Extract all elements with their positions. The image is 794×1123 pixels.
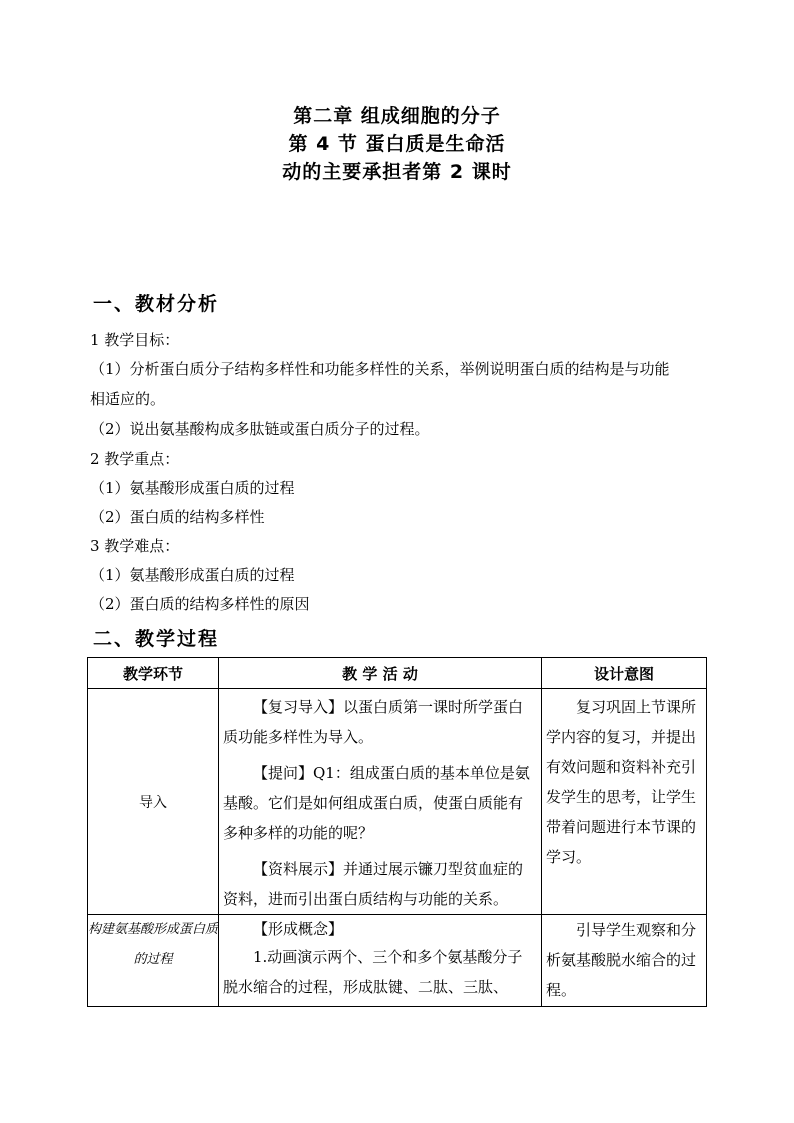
activity-paragraph: 【复习导入】以蛋白质第一课时所学蛋白质功能多样性为导入。 <box>223 698 524 746</box>
goal-2: （2）说出氨基酸构成多肽链或蛋白质分子的过程。 <box>90 420 430 438</box>
difficulty-2: （2）蛋白质的结构多样性的原因 <box>90 595 310 613</box>
difficulty-1: （1）氨基酸形成蛋白质的过程 <box>90 566 295 584</box>
difficulties-label: 3 教学难点： <box>90 537 180 555</box>
goals-label: 1 教学目标： <box>90 331 180 349</box>
activity-paragraph: 【提问】Q1：组成蛋白质的基本单位是氨基酸。它们是如何组成蛋白质，使蛋白质能有多种多样的功能的呢？ <box>223 764 530 842</box>
heading-material-analysis: 一、教材分析 <box>93 293 220 315</box>
chapter-title: 第二章 组成细胞的分子 <box>293 105 501 127</box>
col-header-activity: 教 学 活 动 <box>219 658 542 689</box>
col-header-stage: 教学环节 <box>88 658 219 689</box>
stage-cell: 导入 <box>88 689 219 915</box>
keypoint-1: （1）氨基酸形成蛋白质的过程 <box>90 479 295 497</box>
keypoint-2: （2）蛋白质的结构多样性 <box>90 508 265 526</box>
heading-teaching-process: 二、教学过程 <box>93 628 220 650</box>
section-title-cont: 动的主要承担者第 2 课时 <box>282 161 512 183</box>
intent-paragraph: 引导学生观察和分析氨基酸脱水缩合的过程。 <box>546 921 697 999</box>
goal-1-cont: 相适应的。 <box>90 390 166 408</box>
table-header-row <box>88 658 707 689</box>
activity-paragraph: 【资料展示】并通过展示镰刀型贫血症的资料，进而引出蛋白质结构与功能的关系。 <box>223 860 524 908</box>
activity-cell <box>219 689 542 915</box>
section-title: 第 4 节 蛋白质是生命活 <box>288 133 506 155</box>
intent-paragraph: 复习巩固上节课所学内容的复习，并提出有效问题和资料补充引发学生的思考，让学生带着问题进行本节课的学习。 <box>546 698 697 866</box>
activity-paragraph: 【形成概念】 <box>253 920 344 938</box>
table-row <box>88 689 707 915</box>
activity-cell <box>219 915 542 1007</box>
goal-1: （1）分析蛋白质分子结构多样性和功能多样性的关系，举例说明蛋白质的结构是与功能 <box>90 360 670 378</box>
stage-cell: 构建氨基酸形成蛋白质的过程 <box>88 915 219 1007</box>
keypoints-label: 2 教学重点： <box>90 450 180 468</box>
teaching-process-table <box>87 657 707 1007</box>
table-row <box>88 915 707 1007</box>
activity-paragraph: 1.动画演示两个、三个和多个氨基酸分子脱水缩合的过程，形成肽键、二肽、三肽、 <box>223 948 523 996</box>
col-header-intent: 设计意图 <box>542 658 707 689</box>
intent-cell <box>542 915 707 1007</box>
intent-cell <box>542 689 707 915</box>
